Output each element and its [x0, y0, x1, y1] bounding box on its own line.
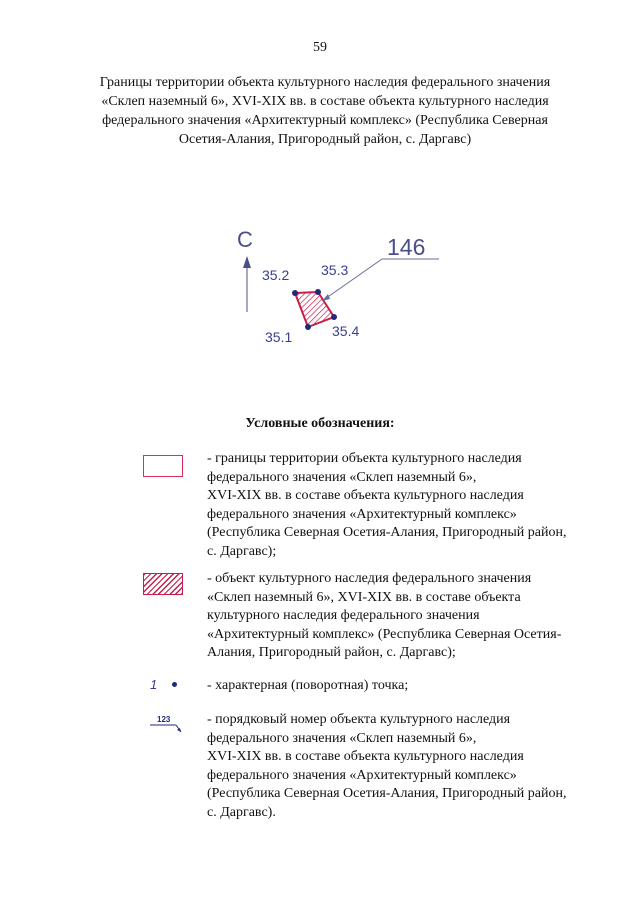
map-drawing	[225, 220, 455, 350]
legend-line: - границы территории объекта культурного наследия	[207, 451, 522, 466]
legend-line: (Республика Северная Осетия-Алания, Пригородный район,	[207, 786, 567, 801]
document-title	[60, 73, 590, 149]
legend-line: XVI-XIX вв. в составе объекта культурного наследия	[207, 488, 524, 503]
legend-line: федерального значения «Архитектурный комплекс»	[207, 767, 517, 783]
number-leader-arrow-icon	[322, 294, 330, 301]
title-line: Осетия-Алания, Пригородный район, с. Даргавс)	[178, 132, 472, 147]
legend-line: «Архитектурный комплекс» (Республика Северная Осетия-	[207, 626, 562, 642]
number-leader-sample: 123	[157, 715, 171, 724]
legend-line: федерального значения «Склеп наземный 6»,	[207, 469, 477, 485]
legend-line: с. Даргавс);	[207, 543, 277, 559]
legend-text	[207, 450, 607, 561]
point-35-4-label: 35.4	[332, 323, 360, 339]
legend-line: Алания, Пригородный район, с. Даргавс);	[207, 645, 456, 660]
title-line: Границы территории объекта культурного наследия федерального значения	[99, 75, 551, 90]
boundary-map	[225, 220, 455, 350]
legend-line: - характерная (поворотная) точка;	[207, 678, 409, 693]
title-line: федерального значения «Архитектурный комплекс» (Республика Северная	[102, 113, 548, 128]
legend-line: федерального значения «Склеп наземный 6»,	[207, 730, 477, 746]
point-35-3-label: 35.3	[321, 262, 349, 278]
point-35-3-marker	[315, 289, 321, 295]
point-35-2-label: 35.2	[262, 267, 290, 283]
page-number: 59	[313, 40, 327, 55]
legend-line: «Склеп наземный 6», XVI-XIX вв. в составе объекта	[207, 589, 521, 605]
number-leader-symbol	[144, 711, 188, 735]
title-line: «Склеп наземный 6», XVI-XIX вв. в составе объекта культурного наследия	[101, 94, 549, 109]
point-number-sample: 1	[150, 677, 158, 692]
legend-text	[207, 711, 607, 822]
north-label: С	[237, 227, 253, 252]
north-arrow-icon	[243, 256, 251, 268]
boundary-symbol-icon	[143, 455, 183, 477]
legend-text	[207, 677, 607, 696]
legend-line: - объект культурного наследия федерального значения	[207, 571, 532, 586]
point-symbol	[150, 677, 190, 695]
point-35-1-marker	[305, 324, 311, 330]
legend-line: - порядковый номер объекта культурного наследия	[207, 712, 511, 727]
point-35-4-marker	[331, 314, 337, 320]
legend-line: (Республика Северная Осетия-Алания, Пригородный район,	[207, 525, 567, 540]
legend-line: федерального значения «Архитектурный комплекс»	[207, 506, 517, 522]
legend-line: с. Даргавс).	[207, 804, 276, 820]
legend-heading: Условные обозначения:	[245, 416, 395, 431]
hatched-object-symbol-icon	[143, 573, 183, 595]
legend-text	[207, 570, 607, 663]
object-number-label: 146	[387, 234, 426, 260]
number-leader-icon	[144, 711, 188, 737]
point-35-1-label: 35.1	[265, 329, 293, 345]
point-35-2-marker	[292, 290, 298, 296]
legend-line: XVI-XIX вв. в составе объекта культурного наследия	[207, 749, 524, 764]
point-dot-icon	[172, 682, 177, 687]
legend-line: культурного наследия федерального значения	[207, 608, 480, 623]
